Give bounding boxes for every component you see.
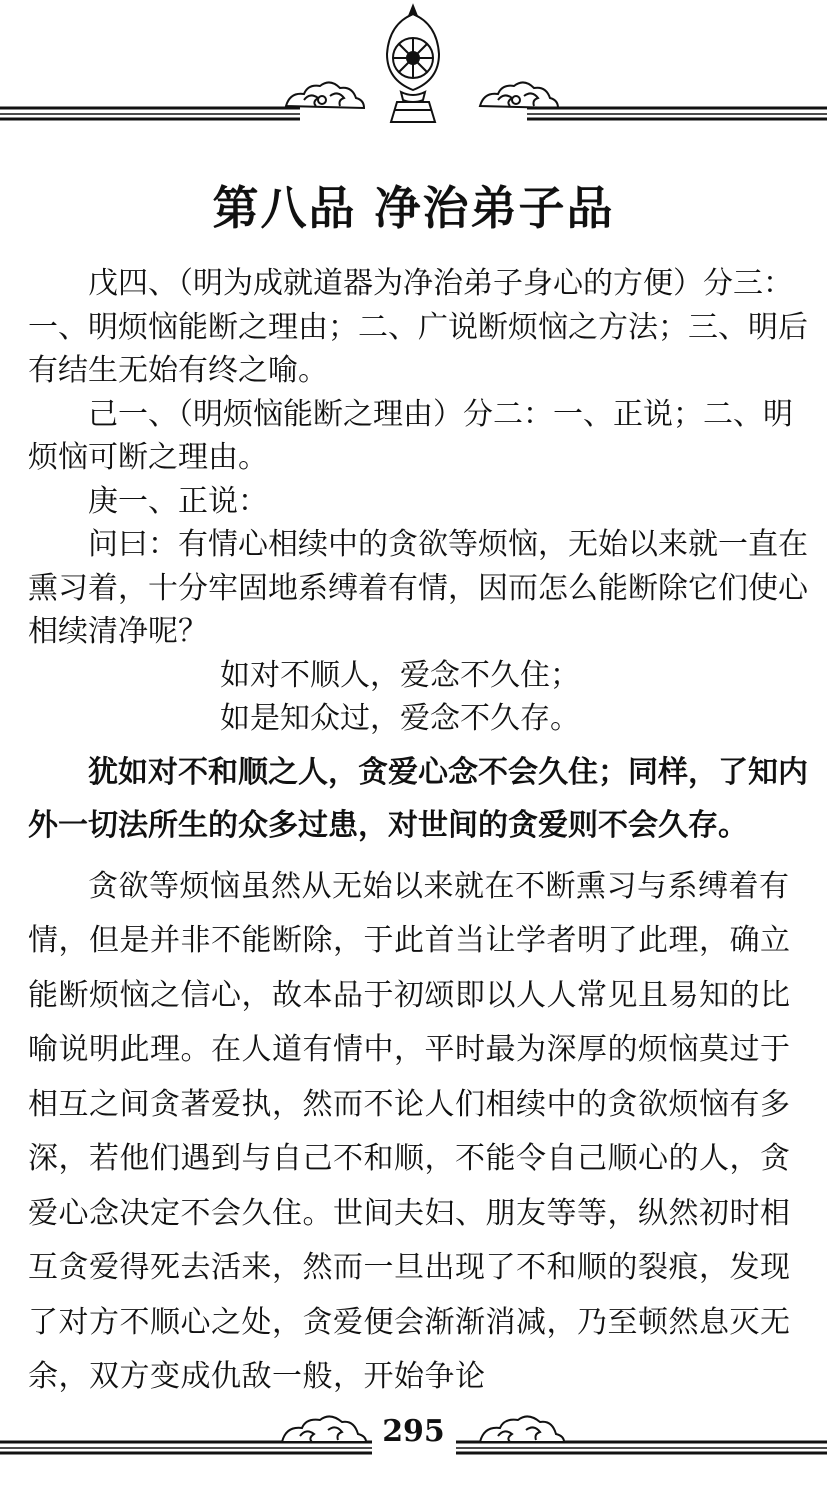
- page-number: 295: [382, 1414, 445, 1449]
- verse-line-2: 如是知众过，爱念不久存。: [220, 700, 580, 736]
- page-body: [28, 262, 818, 1405]
- dharma-wheel-icon: [387, 6, 439, 122]
- section-heading: 庚一、正说：: [88, 483, 268, 519]
- commentary-paragraph: 贪欲等烦恼虽然从无始以来就在不断熏习与系缚着有情，但是并非不能断除，于此首当让学者明了此理，确立能断烦恼之信心，故本品于初颂即以人人常见且易知的比喻说明此理。在人道有情中，平时最为深厚的烦恼莫过于相互之间贪著爱执，然而不论人们相续中的贪欲烦恼有多深，若他们遇到与自己不和顺，不能令自己顺心的人，贪爱心念决定不会久住。世间夫妇、朋友等等，纵然初时相互贪爱得死去活来，然而一旦出现了不和顺的裂痕，发现了对方不顺心之处，贪爱便会渐渐消减，乃至顿然息灭无余，双方变成仇敌一般，开始争论: [28, 868, 791, 1394]
- auspicious-cloud-icon: [286, 82, 364, 108]
- verse-translation: 犹如对不和顺之人，贪爱心念不会久住；同样，了知内外一切法所生的众多过患，对世间的贪爱则不会久存。: [28, 754, 808, 843]
- header-ornament: [0, 0, 827, 140]
- outline-paragraph-1: 戊四、（明为成就道器为净治弟子身心的方便）分三：一、明烦恼能断之理由；二、广说断烦恼之方法；三、明后有结生无始有终之喻。: [28, 266, 808, 388]
- outline-paragraph-2: 己一、（明烦恼能断之理由）分二：一、正说；二、明烦恼可断之理由。: [28, 396, 793, 475]
- auspicious-cloud-icon: [480, 82, 558, 108]
- question-paragraph: 问曰：有情心相续中的贪欲等烦恼，无始以来就一直在熏习着，十分牢固地系缚着有情，因而怎么能断除它们使心相续清净呢？: [28, 527, 808, 649]
- verse-line-1: 如对不顺人，爱念不久住；: [220, 657, 580, 693]
- chapter-title: 第八品 净治弟子品: [212, 181, 615, 235]
